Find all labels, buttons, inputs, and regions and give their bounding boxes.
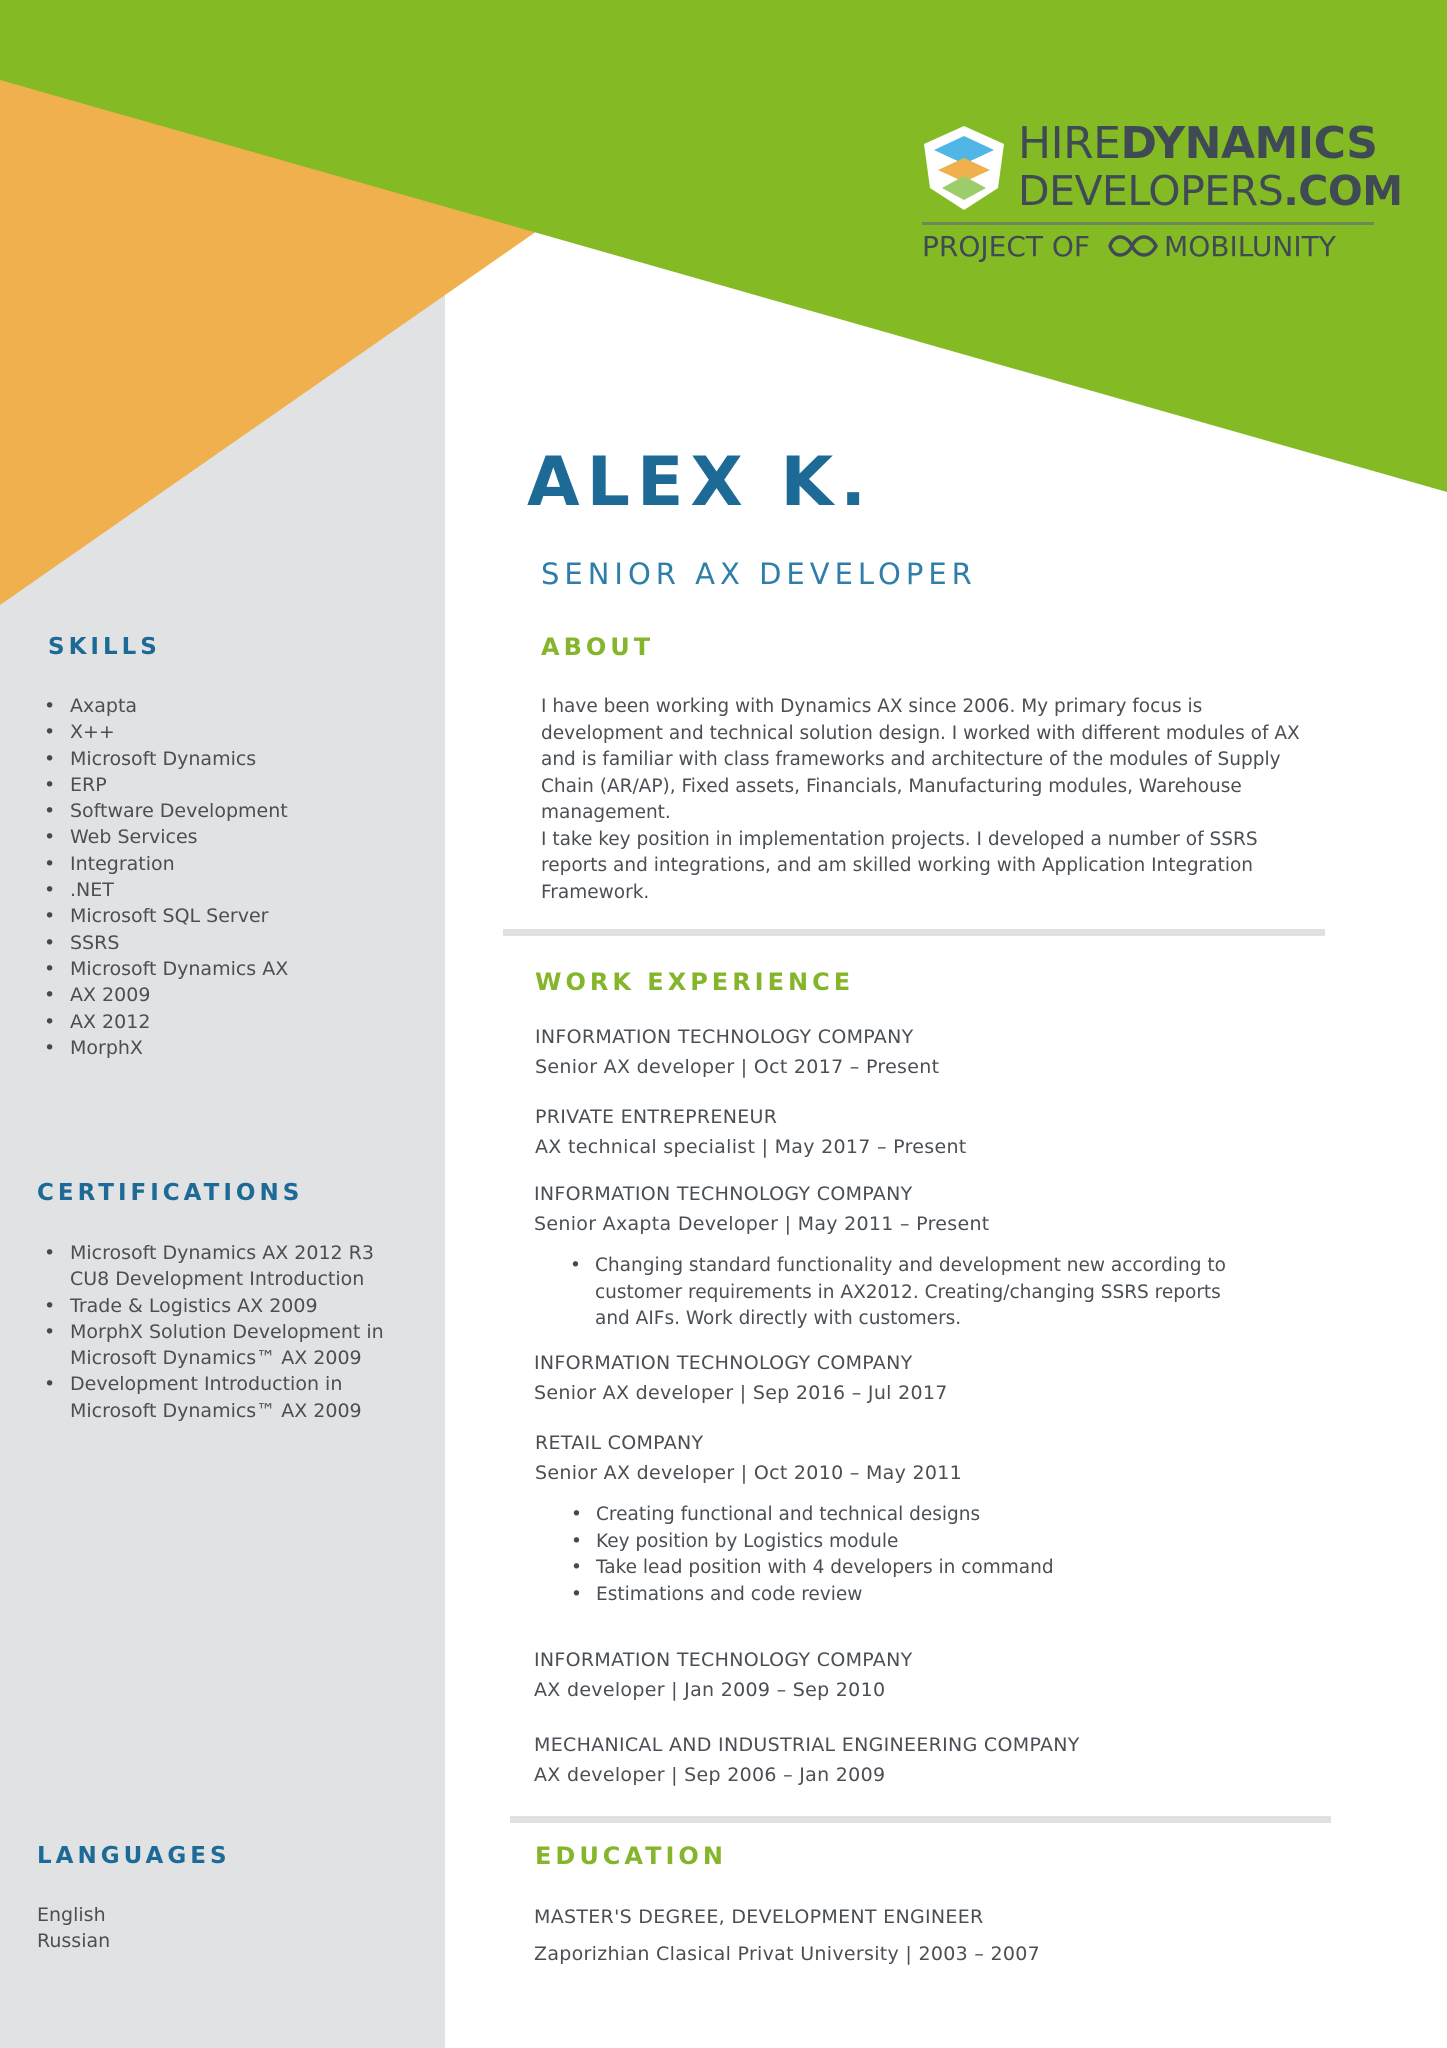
candidate-name: ALEX K. <box>527 443 874 522</box>
job-role: AX developer | Jan 2009 – Sep 2010 <box>534 1679 886 1701</box>
company-logo <box>918 118 1403 268</box>
certification-item: • MorphX Solution Development in Microsoft Dynamics™ AX 2009 <box>38 1319 418 1372</box>
logo-divider <box>922 222 1374 225</box>
job-company: INFORMATION TECHNOLOGY COMPANY <box>534 1183 913 1205</box>
skill-item: • SSRS <box>38 930 428 956</box>
skill-item: • Axapta <box>38 693 428 719</box>
job-role: Senior AX developer | Oct 2010 – May 2011 <box>535 1462 963 1484</box>
languages-heading: LANGUAGES <box>37 1843 231 1869</box>
section-divider <box>510 1816 1331 1823</box>
skill-item: • Microsoft Dynamics <box>38 746 428 772</box>
logo-line-2: DEVELOPERS.COM <box>1018 167 1403 215</box>
certifications-heading: CERTIFICATIONS <box>37 1180 304 1206</box>
logo-project-of: PROJECT OF MOBILUNITY <box>922 230 1336 263</box>
job-company: INFORMATION TECHNOLOGY COMPANY <box>534 1649 913 1671</box>
logo-line-1: HIREDYNAMICS <box>1018 118 1378 169</box>
about-heading: ABOUT <box>541 633 655 661</box>
job-bullets <box>564 1253 1254 1333</box>
skill-item: • Microsoft SQL Server <box>38 903 428 929</box>
layers-shield-icon <box>918 122 1010 214</box>
work-heading: WORK EXPERIENCE <box>535 968 855 996</box>
skill-item: • X++ <box>38 719 428 745</box>
job-company: RETAIL COMPANY <box>535 1432 704 1454</box>
job-role: Senior Axapta Developer | May 2011 – Present <box>534 1213 990 1235</box>
skill-item: • MorphX <box>38 1035 428 1061</box>
language-item: Russian <box>37 1930 111 1952</box>
job-bullet: • Creating functional and technical designs <box>565 1502 1255 1529</box>
skill-item: • Microsoft Dynamics AX <box>38 956 428 982</box>
certification-item: • Trade & Logistics AX 2009 <box>38 1293 418 1319</box>
skills-list <box>38 693 428 1061</box>
education-degree: MASTER'S DEGREE, DEVELOPMENT ENGINEER <box>534 1906 984 1928</box>
skill-item: • AX 2009 <box>38 982 428 1008</box>
about-paragraph: I have been working with Dynamics AX since 2006. My primary focus is development and technical solution design. I worked with different modules of AX and is familiar with class frameworks and architecture of the modules of Supply Chain (AR/AP), Fixed assets, Financials, Manufacturing modules, Warehouse management. <box>541 696 1300 823</box>
candidate-role: SENIOR AX DEVELOPER <box>541 557 977 591</box>
education-heading: EDUCATION <box>535 1842 727 1870</box>
job-bullet: • Changing standard functionality and development new according to customer requirements in AX2012. Creating/changing SSRS reports and AIFs. Work directly with customers. <box>564 1253 1254 1333</box>
mobilunity-knot-icon <box>1104 232 1164 260</box>
job-bullet: • Key position by Logistics module <box>565 1529 1255 1556</box>
certification-item: • Development Introduction in Microsoft Dynamics™ AX 2009 <box>38 1371 418 1424</box>
education-school: Zaporizhian Clasical Privat University | 2003 – 2007 <box>534 1943 1041 1965</box>
about-paragraph: I take key position in implementation projects. I developed a number of SSRS reports and integrations, and am skilled working with Application Integration Framework. <box>541 828 1258 903</box>
skill-item: • Integration <box>38 851 428 877</box>
job-company: PRIVATE ENTREPRENEUR <box>535 1106 778 1128</box>
skill-item: • Software Development <box>38 798 428 824</box>
job-bullet: • Estimations and code review <box>565 1582 1255 1609</box>
certification-item: • Microsoft Dynamics AX 2012 R3 CU8 Development Introduction <box>38 1240 418 1293</box>
skill-item: • .NET <box>38 877 428 903</box>
section-divider <box>503 929 1325 936</box>
job-bullet: • Take lead position with 4 developers in command <box>565 1555 1255 1582</box>
job-role: AX technical specialist | May 2017 – Present <box>535 1136 967 1158</box>
job-role: Senior AX developer | Sep 2016 – Jul 2017 <box>534 1382 948 1404</box>
skill-item: • ERP <box>38 772 428 798</box>
job-role: Senior AX developer | Oct 2017 – Present <box>535 1056 940 1078</box>
certifications-list <box>38 1240 418 1424</box>
job-company: MECHANICAL AND INDUSTRIAL ENGINEERING COMPANY <box>534 1734 1080 1756</box>
skill-item: • AX 2012 <box>38 1009 428 1035</box>
skill-item: • Web Services <box>38 824 428 850</box>
about-text <box>541 694 1301 906</box>
job-company: INFORMATION TECHNOLOGY COMPANY <box>535 1026 914 1048</box>
job-company: INFORMATION TECHNOLOGY COMPANY <box>534 1352 913 1374</box>
language-item: English <box>37 1904 106 1926</box>
skills-heading: SKILLS <box>48 634 161 660</box>
job-bullets <box>565 1502 1255 1608</box>
job-role: AX developer | Sep 2006 – Jan 2009 <box>534 1764 886 1786</box>
